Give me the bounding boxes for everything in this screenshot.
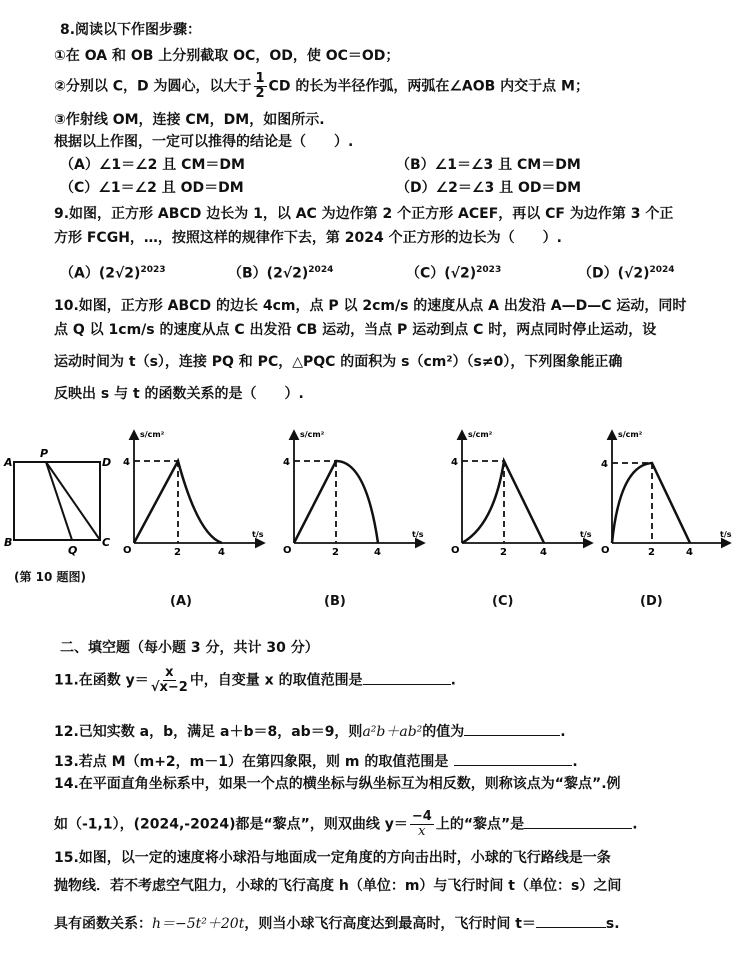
q14-den: x [418, 824, 426, 839]
q9-option-d [578, 260, 675, 284]
q10-graph-d [596, 425, 736, 560]
x-tick-2: 2 [500, 547, 507, 558]
q14-prefix: 如（-1,1），(2024,-2024)都是“黎点”，则双曲线 y＝ [54, 816, 408, 833]
origin: O [601, 545, 610, 556]
q14-end: . [632, 816, 638, 833]
q8-step2-a: ②分别以 C，D 为圆心，以大于 [54, 78, 252, 95]
q9-d-base: （D）(√2) [578, 265, 650, 282]
q12-answer-blank[interactable] [464, 734, 560, 736]
q8-frac-den: 2 [255, 86, 265, 101]
q15-prefix: 具有函数关系： [54, 916, 152, 932]
q12-line [54, 722, 566, 742]
q10-square-figure [0, 440, 120, 560]
q10-line4: 反映出 s 与 t 的函数关系的是（ ）. [54, 386, 304, 402]
q11-line [54, 666, 456, 695]
x-tick-2: 2 [174, 547, 181, 558]
q14-fraction [410, 810, 434, 839]
q8-fraction [254, 72, 267, 101]
q11-den: √x−2 [150, 680, 188, 695]
q12-end: . [560, 724, 566, 740]
q8-option-d: （D）∠2＝∠3 且 OD＝DM [396, 180, 582, 196]
q10-graph-b [278, 425, 428, 560]
q9-b-base: （B）(2√2) [228, 265, 309, 282]
graph-a-label: (A) [170, 594, 192, 609]
q8-option-a: （A）∠1＝∠2 且 CM＝DM [60, 157, 245, 173]
graph-b-label: (B) [324, 594, 346, 609]
q10-line2: 点 Q 以 1cm/s 的速度从点 C 出发沿 CB 运动，当点 P 运动到点 C 时，两点同时停止运动，设 [54, 322, 657, 338]
ylabel: s/cm² [140, 430, 165, 439]
label-b: B [4, 536, 13, 549]
q14-num: −4 [411, 809, 432, 824]
q12-expr: a²b＋ab² [362, 724, 423, 740]
label-d: D [102, 456, 112, 469]
q9-a-base: （A）(2√2) [60, 265, 141, 282]
q13-text: 13.若点 M（m+2，m－1）在第四象限，则 m 的取值范围是 [54, 754, 449, 770]
segment-pq [46, 462, 72, 540]
xlabel: t/s [720, 530, 732, 539]
q11-num: x [165, 665, 174, 680]
q12-prefix: 12.已知实数 a，b，满足 a＋b＝8，ab＝9，则 [54, 724, 363, 740]
q14-line1: 14.在平面直角坐标系中，如果一个点的横坐标与纵坐标互为相反数，则称该点为“黎点”.例 [54, 776, 621, 792]
q11-prefix: 11.在函数 y＝ [54, 672, 149, 689]
q14-answer-blank[interactable] [524, 827, 632, 829]
q13-end: . [572, 754, 578, 770]
q9-b-exp: 2024 [308, 265, 334, 275]
x-tick-4: 4 [686, 547, 693, 558]
origin: O [283, 545, 292, 556]
q10-figure-caption: (第 10 题图) [14, 570, 87, 584]
x-tick-2: 2 [648, 547, 655, 558]
graph-d-label: (D) [640, 594, 663, 609]
curve [462, 461, 544, 543]
q12-suffix: 的值为 [422, 724, 465, 740]
xlabel: t/s [252, 530, 264, 539]
y-tick: 4 [283, 457, 290, 468]
curve [612, 463, 690, 543]
x-tick-4: 4 [218, 547, 225, 558]
origin: O [451, 545, 460, 556]
q10-line1: 10.如图，正方形 ABCD 的边长 4cm，点 P 以 2cm/s 的速度从点 A 出发沿 A—D—C 运动，同时 [54, 298, 687, 314]
label-q: Q [68, 544, 78, 557]
q11-suffix: 中，自变量 x 的取值范围是 [189, 672, 363, 689]
q8-title: 8.阅读以下作图步骤： [60, 22, 202, 38]
q13-line [54, 752, 578, 772]
q9-c-base: （C）(√2) [406, 265, 477, 282]
q9-option-c [406, 260, 501, 284]
q15-line1: 15.如图，以一定的速度将小球沿与地面成一定角度的方向击出时，小球的飞行路线是一条 [54, 850, 611, 866]
q9-option-b [228, 260, 333, 284]
label-p: P [40, 447, 49, 460]
q8-option-c: （C）∠1＝∠2 且 OD＝DM [60, 180, 244, 196]
ylabel: s/cm² [618, 430, 643, 439]
q11-fraction [151, 666, 188, 695]
x-tick-4: 4 [374, 547, 381, 558]
segment-pc [46, 462, 100, 540]
origin: O [123, 545, 132, 556]
q15-formula: h＝−5t²＋20t [152, 916, 245, 932]
x-tick-4: 4 [540, 547, 547, 558]
xlabel: t/s [412, 530, 424, 539]
q15-suffix: ，则当小球飞行高度达到最高时，飞行时间 t＝ [244, 916, 536, 932]
label-a: A [4, 456, 13, 469]
q9-option-a [60, 260, 166, 284]
q14-line2 [54, 810, 638, 839]
q10-graph-c [446, 425, 596, 560]
section2-title: 二、填空题（每小题 3 分，共计 30 分） [60, 640, 319, 656]
q15-line3 [54, 914, 620, 934]
q8-step3: ③作射线 OM，连接 CM，DM，如图所示. [54, 112, 325, 128]
q9-d-exp: 2024 [649, 265, 675, 275]
y-tick: 4 [601, 459, 608, 470]
q8-step2-b: CD 的长为半径作弧，两弧在∠AOB 内交于点 M； [268, 78, 589, 95]
q15-end: s. [605, 916, 620, 932]
q10-line3: 运动时间为 t（s），连接 PQ 和 PC，△PQC 的面积为 s（cm²）（s≠0），下列图象能正确 [54, 354, 623, 370]
q8-step1: ①在 OA 和 OB 上分别截取 OC，OD，使 OC＝OD； [54, 48, 400, 64]
q8-step2 [54, 72, 589, 101]
q9-line2: 方形 FCGH，…，按照这样的规律作下去，第 2024 个正方形的边长为（ ）. [54, 230, 562, 246]
y-tick: 4 [123, 457, 130, 468]
q8-option-b: （B）∠1＝∠3 且 CM＝DM [396, 157, 581, 173]
graph-c-label: (C) [492, 594, 514, 609]
y-tick: 4 [451, 457, 458, 468]
q9-line1: 9.如图，正方形 ABCD 边长为 1，以 AC 为边作第 2 个正方形 ACEF，再以 CF 为边作第 3 个正 [54, 206, 674, 222]
ylabel: s/cm² [300, 430, 325, 439]
xlabel: t/s [580, 530, 592, 539]
q11-answer-blank[interactable] [363, 683, 451, 685]
x-tick-2: 2 [332, 547, 339, 558]
q8-question: 根据以上作图，一定可以推得的结论是（ ）. [54, 134, 354, 150]
q14-suffix: 上的“黎点”是 [435, 816, 525, 833]
square-abcd [14, 462, 100, 540]
q10-graph-a [118, 425, 268, 560]
q13-answer-blank[interactable] [454, 764, 572, 766]
q15-answer-blank[interactable] [536, 926, 606, 928]
q9-a-exp: 2023 [140, 265, 166, 275]
q9-c-exp: 2023 [476, 265, 502, 275]
label-c: C [102, 536, 111, 549]
ylabel: s/cm² [468, 430, 493, 439]
q11-end: . [450, 672, 456, 689]
q8-frac-num: 1 [255, 71, 265, 86]
q15-line2: 抛物线．若不考虑空气阻力，小球的飞行高度 h（单位：m）与飞行时间 t（单位：s）之间 [54, 878, 622, 894]
